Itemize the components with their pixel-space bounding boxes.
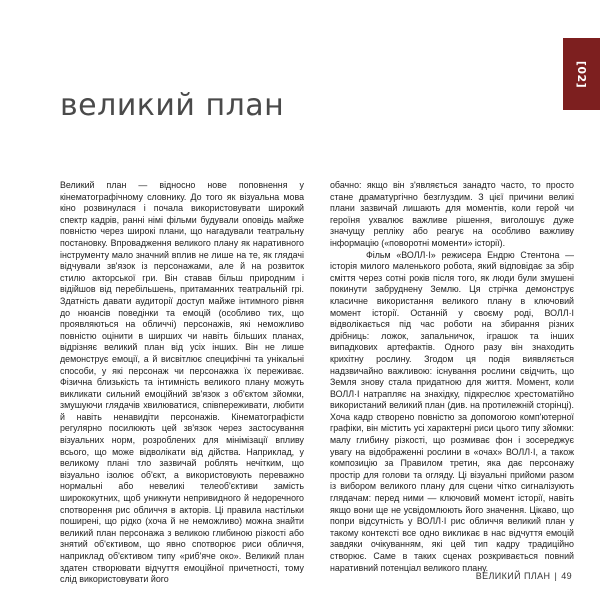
footer-section-title: ВЕЛИКИЙ ПЛАН [475, 571, 551, 581]
body-paragraph: Великий план — відносно нове поповнення у кінематографічному словнику. До того як візуальна мова кіно розвинулася і почала використовувати широкий спектр кадрів, ранні німі фільми будували оповідь майже повністю через широкі плани, що нагадували театральну постановку. Впровадження великого плану як наративного інструменту мало значний вплив не лише на те, як глядачі відчували зв'язок із персонажами, але й на розвиток стилю акторської гри. Він ставав більш природним і відійшов від перебільшень, притаманних театральній грі. Здатність давати аудиторії доступ майже інтимного рівня до нюансів поведінки та емоцій (особливо тих, що проявляються на обличчі) персонажів, які неможливо повністю оцінити в ширших чи навіть більших планах, відрізняє великий план від усіх інших. Він не лише демонструє емоції, а й висвітлює специфічні та унікальні способи, у які персонаж чи персонажка їх переживає. Фізична близькість та інтимність великого плану можуть викликати сильний емоційний зв'язок з об'єктом зйомки, змушуючи глядачів хвилюватися, співпереживати, любити й навіть ненавидіти персонажів. Кінематографісти регулярно посилюють цей зв'язок через застосування візуальних норм, розроблених для мінімізації впливу всього, що може відволікати від дійства. Наприклад, у великому плані тло зазвичай роблять нечітким, що візуально ізолює об'єкт, а використовують переважно нормальні або невеликі телеоб'єктиви замість ширококутних, щоб уникнути непривидного й недоречного спотворення рис обличчя в акторів. Ці правила настільки поширені, що рідко (хоча й не неможливо) можна знайти великий план персонажа з великою глибиною різкості або знятий об'єктивом, що явно спотворює риси обличчя, наприклад об'єктивом типу «риб'яче око». Великий план здатен створювати відчуття емоційної причетності, тому слід використовувати його [60, 180, 304, 585]
page-title: великий план [60, 88, 285, 123]
chapter-tab-label: [02] [575, 60, 588, 88]
body-paragraph: обачно: якщо він з'являється занадто часто, то просто стане драматургічно безглуздим. З цієї причини великі плани зазвичай лишають для моментів, коли герой чи героїня ухвалює важливе рішення, виголошує дуже значущу репліку або реагує на особливо важливу інформацію («поворотні моменти» історії). [330, 180, 574, 248]
right-column [330, 180, 574, 574]
chapter-tab [563, 38, 600, 110]
footer-separator: | [554, 571, 558, 581]
body-paragraph: Фільм «ВОЛЛ·І» режисера Ендрю Стентона — історія милого маленького робота, який відповідає за збір сміття через сотні років після того, як люди були змушені покинути забруднену Землю. Ця стрічка демонструє класичне використання великого плану в ключовий момент історії. Останній у своєму роді, ВОЛЛ·І відволікається під час роботи на збирання різних дрібниць: ложок, запальничок, іграшок та інших випадкових артефактів. Одного разу він знаходить крихітну рослину. Згодом ця подія виявляється надзвичайно важливою: існування рослини свідчить, що Земля знову стала придатною для життя. Момент, коли ВОЛЛ·І натрапляє на знахідку, підкреслює хрестоматійно використаний великий план (див. на протилежній сторінці). Хоча кадр створено повністю за допомогою комп'ютерної графіки, він містить усі характерні риси цього типу зйомки: малу глибину різкості, що розмиває фон і зосереджує увагу на відображенні рослини в «очах» ВОЛЛ·І, а також композицію за Правилом третин, яка дає персонажу простір для голови та огляду. Ці візуальні прийоми разом із вибором великого плану для сцени чітко сигналізують глядачам: перед ними — ключовий момент історії, навіть якщо вони ще не усвідомлюють його значення. Цікаво, що попри відсутність у ВОЛЛ·І рис обличчя великий план у такому контексті все одно викликає в нас відчуття емоцій завдяки очікуванням, які цей тип кадру традиційно створює. Саме в таких сценах розкривається повний наративний потенціал великого плану. [330, 249, 574, 573]
left-column [60, 180, 304, 586]
page-number: 49 [561, 571, 572, 581]
page-footer [476, 571, 572, 581]
